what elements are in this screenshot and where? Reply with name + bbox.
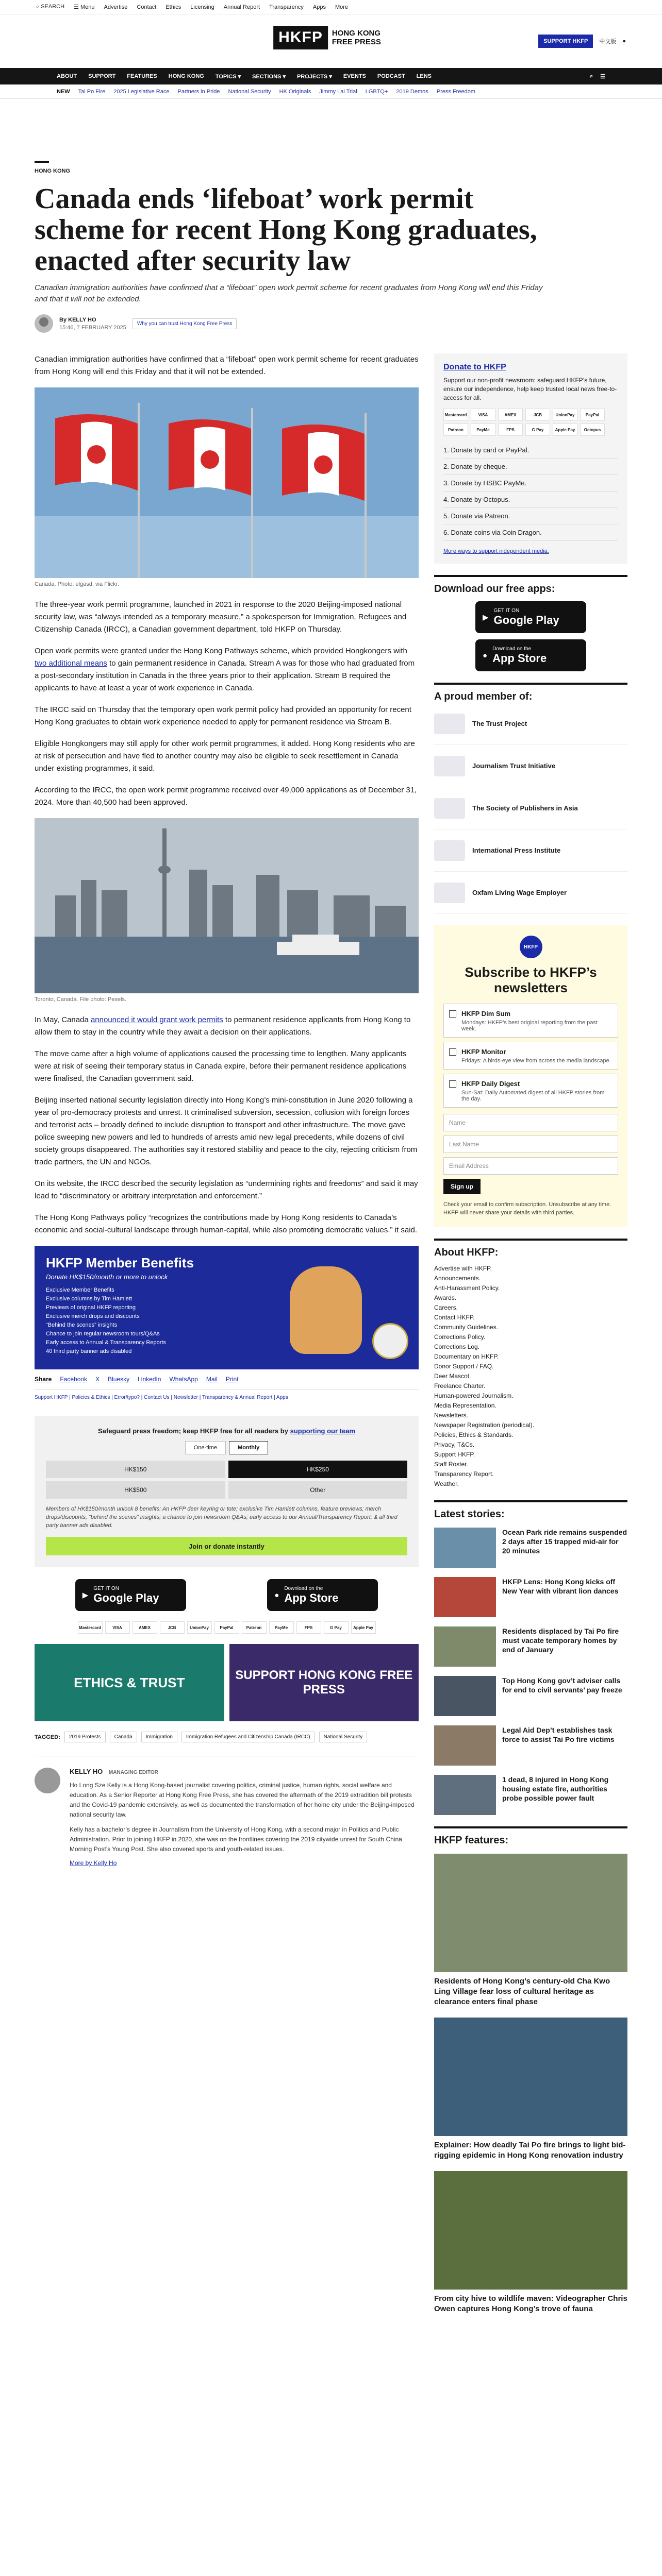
article-header — [35, 161, 627, 333]
support-hkfp-button[interactable]: SUPPORT HKFP — [538, 35, 593, 48]
payment-methods — [443, 409, 618, 436]
article-title: Canada ends ‘lifeboat’ work permit scheme for recent Hong Kong graduates, enacted after security law — [35, 183, 537, 277]
paragraph: Beijing inserted national security legislation directly into Hong Kong’s mini-constitution in June 2020 following a year of pro-democracy protests and unrest. It criminalised subversion, secession, collusion with foreign forces and terrorist acts – broadly defined to include disruption to transport and other infrastructure. The move gave police sweeping new powers and led to hundreds of arrests amid new legal precedents, while dozens of civil society groups disappeared. The authorities say it restored stability and peace to the city, rejecting criticism from trade partners, the UN and NGOs. — [35, 1096, 418, 1166]
author-avatar[interactable] — [35, 314, 53, 333]
visa-icon: VISA — [105, 1621, 130, 1634]
main-nav — [0, 68, 662, 84]
annual-report-link[interactable]: Annual Report — [223, 4, 260, 10]
applepay-icon: Apple Pay — [351, 1621, 376, 1634]
newsletter-option[interactable]: HKFP Monitor Fridays: A birds-eye view from across the media landscape. — [443, 1042, 618, 1070]
story-thumbnail — [434, 1577, 496, 1617]
ten-year-badge-icon — [372, 1323, 408, 1359]
story-thumbnail — [434, 1676, 496, 1716]
last-name-field[interactable]: Last Name — [443, 1136, 618, 1153]
paragraph: The Hong Kong Pathways policy “recognizes the contributions made by Hong Kong residents to Canada’s economic and social-cultural landscape through human-capital, while also promoting democratic values.” it said. — [35, 1213, 418, 1234]
about-link[interactable]: Donor Support / FAQ. — [434, 1363, 494, 1370]
apple-icon: ● — [274, 1590, 279, 1600]
app-store-badge[interactable]: ● Download on the App Store — [475, 639, 586, 671]
unionpay-icon: UnionPay — [187, 1621, 212, 1634]
about-link[interactable]: Freelance Charter. — [434, 1382, 486, 1389]
benefit-item: Previews of original HKFP reporting — [46, 1304, 136, 1311]
section-rule — [35, 161, 49, 163]
site-logo[interactable] — [273, 26, 389, 49]
trending-link[interactable]: Tai Po Fire — [78, 88, 106, 95]
benefit-item: Chance to join regular newsroom tours/Q&As — [46, 1331, 160, 1337]
nav-item[interactable]: EVENTS — [343, 73, 366, 79]
donate-heading: Safeguard press freedom; keep HKFP free for all readers by supporting our team — [98, 1427, 355, 1435]
contact-link[interactable]: Contact — [137, 4, 157, 10]
donate-heading-link[interactable]: supporting our team — [290, 1427, 355, 1435]
checkbox[interactable] — [449, 1080, 456, 1088]
patreon-icon: Patreon — [242, 1621, 267, 1634]
about-link[interactable]: Corrections Policy. — [434, 1333, 486, 1341]
share-facebook[interactable]: Facebook — [60, 1376, 88, 1383]
jti-logo-icon — [434, 756, 465, 776]
about-link[interactable]: Transparency Report. — [434, 1470, 494, 1478]
checkbox[interactable] — [449, 1048, 456, 1056]
author-bio: Kelly has a bachelor’s degree in Journalism from the University of Hong Kong, with a second major in Politics and Public Administration. Prior to joining HKFP in 2020, she was on the frontlines covering the 2019 citywide unrest for South China Morning Post’s Young Post. She also covered sports and youth-related issues. — [70, 1826, 402, 1853]
author-name: By KELLY HO — [59, 316, 96, 323]
donate-title[interactable]: Donate to HKFP — [443, 363, 506, 371]
menu-icon[interactable]: ☰ — [600, 73, 605, 80]
more-link[interactable]: More — [335, 4, 349, 10]
about-link[interactable]: Deer Mascot. — [434, 1372, 471, 1380]
story-item[interactable]: Top Hong Kong gov’t adviser calls for end to civil servants’ pay freeze — [434, 1676, 627, 1716]
share-label: Share — [35, 1376, 52, 1383]
feature-image — [434, 1854, 627, 1972]
donate-option[interactable]: 6. Donate coins via Coin Dragon. — [443, 524, 618, 541]
octopus-icon: Octopus — [580, 423, 605, 436]
top-utility-bar — [0, 0, 662, 14]
member-jti[interactable]: Journalism Trust Initiative — [434, 745, 627, 787]
hkfp-logo-icon: HKFP — [520, 936, 542, 958]
payme-icon: PayMe — [269, 1621, 294, 1634]
author-box — [35, 1756, 419, 1867]
story-item[interactable]: Residents displaced by Tai Po fire must vacate temporary homes by end of January — [434, 1626, 627, 1667]
user-icon[interactable]: ● — [622, 38, 626, 44]
nav-item[interactable]: PROJECTS ▾ — [296, 73, 332, 80]
play-icon: ▶ — [82, 1591, 89, 1600]
donate-option[interactable]: 4. Donate by Octopus. — [443, 492, 618, 508]
oxfam-logo-icon — [434, 883, 465, 903]
features-title: HKFP features: — [434, 1835, 509, 1846]
about-link[interactable]: Human-powered Journalism. — [434, 1392, 514, 1399]
about-link[interactable]: Community Guidelines. — [434, 1324, 499, 1331]
about-title: About HKFP: — [434, 1247, 499, 1258]
newsletter-footnote: Check your email to confirm subscription. Unsubscribe at any time. HKFP will never share your details with third parties. — [443, 1201, 611, 1216]
about-section — [434, 1239, 627, 1489]
gpay-icon: G Pay — [324, 1621, 349, 1634]
about-link[interactable]: Privacy, T&Cs. — [434, 1441, 475, 1448]
patreon-icon: Patreon — [443, 423, 468, 436]
content-area — [35, 353, 627, 2576]
jcb-icon: JCB — [160, 1621, 185, 1634]
about-link[interactable]: Contact HKFP. — [434, 1314, 475, 1321]
transparency-link[interactable]: Transparency — [269, 4, 304, 10]
author-bio: Ho Long Sze Kelly is a Hong Kong-based journalist covering politics, criminal justice, human rights, social welfare and education. As a Senior Reporter at Hong Kong Free Press, she has covered the aftermath of the 2019 extradition bill protests and the Covid-19 pandemic extensively, as well as documented the transformation of her home city under the Beijing-imposed national security law. — [70, 1782, 415, 1818]
logo-words: HONG KONG FREE PRESS — [332, 29, 381, 46]
tab-monthly[interactable]: Monthly — [229, 1441, 268, 1454]
trending-link[interactable]: National Security — [228, 88, 271, 95]
donate-button[interactable]: Join or donate instantly — [46, 1537, 407, 1555]
about-link[interactable]: Policies, Ethics & Standards. — [434, 1431, 514, 1438]
latest-title: Latest stories: — [434, 1509, 505, 1520]
trending-link[interactable]: HK Originals — [279, 88, 311, 95]
sidebar — [434, 353, 627, 2325]
gpay-icon: G Pay — [525, 423, 550, 436]
paypal-icon: PayPal — [580, 409, 605, 421]
unionpay-icon: UnionPay — [553, 409, 577, 421]
donate-text: Support our non-profit newsroom: safeguard HKFP’s future, ensure our independence, help keep trusted local news free-to-access for all. — [443, 377, 617, 401]
share-x[interactable]: X — [95, 1376, 100, 1383]
search-link[interactable]: ⌕ SEARCH — [36, 4, 65, 10]
canada-flags-photo — [35, 387, 419, 578]
mastercard-icon: Mastercard — [443, 409, 468, 421]
tab-one-time[interactable]: One-time — [185, 1441, 226, 1454]
paragraph: The IRCC said on Thursday that the temporary open work permit policy had provided an opportunity for recent Hong Kong graduates to obtain work experience needed to apply for permanent residence via Stream B. — [35, 705, 411, 726]
article-body — [35, 353, 419, 1867]
newsletter-title: Subscribe to HKFP’s newsletters — [465, 964, 597, 995]
site-header — [0, 14, 662, 68]
nav-item[interactable]: TOPICS ▾ — [215, 73, 241, 80]
feature-image — [434, 2171, 627, 2290]
about-link[interactable]: Documentary on HKFP. — [434, 1353, 499, 1360]
tags-label: TAGGED: — [35, 1734, 60, 1740]
paragraph: The move came after a high volume of applications caused the processing time to lengthen. Many applicants were at risk of seeing their temporary status in Canada expire, before their permanent residence applications were finalised, the Canadian government said. — [35, 1049, 407, 1083]
tag[interactable]: Immigration — [141, 1732, 177, 1742]
fps-icon: FPS — [296, 1621, 321, 1634]
story-thumbnail — [434, 1725, 496, 1766]
author-box-name[interactable]: KELLY HO — [70, 1768, 103, 1775]
about-link[interactable]: Weather. — [434, 1480, 459, 1487]
about-link[interactable]: Media Representation. — [434, 1402, 496, 1409]
email-field[interactable]: Email Address — [443, 1157, 618, 1175]
sopa-logo-icon — [434, 798, 465, 819]
nav-item[interactable]: HONG KONG — [168, 73, 204, 79]
photo-caption: Toronto, Canada. File photo: Pexels. — [35, 996, 126, 1003]
apps-title: Download our free apps: — [434, 583, 555, 595]
trending-label: NEW — [57, 88, 70, 95]
payme-icon: PayMe — [471, 423, 495, 436]
newsletter-option[interactable]: HKFP Daily Digest Sun-Sat: Daily Automated digest of all HKFP stories from the day. — [443, 1074, 618, 1108]
banner-subtitle: Donate HK$150/month or more to unlock — [46, 1273, 168, 1281]
share-bluesky[interactable]: Bluesky — [108, 1376, 130, 1383]
apps-link[interactable]: Apps — [312, 4, 326, 10]
inline-link[interactable]: announced it would grant work permits — [90, 1015, 223, 1024]
story-item[interactable]: Legal Aid Dep’t establishes task force to assist Tai Po fire victims — [434, 1725, 627, 1766]
donate-option[interactable]: 3. Donate by HSBC PayMe. — [443, 475, 618, 492]
publish-date: 15:46, 7 FEBRUARY 2025 — [59, 324, 126, 331]
paragraph: In May, Canada announced it would grant work permits to permanent residence applicants from Hong Kong to allow them to stay in the country while they await a decision on their applications. — [35, 1015, 411, 1037]
member-oxfam[interactable]: Oxfam Living Wage Employer — [434, 872, 627, 914]
story-thumbnail — [434, 1626, 496, 1667]
trending-link[interactable]: 2025 Legislative Race — [113, 88, 170, 95]
donate-option[interactable]: 1. Donate by card or PayPal. — [443, 442, 618, 459]
advertise-link[interactable]: Advertise — [104, 4, 128, 10]
share-print[interactable]: Print — [225, 1376, 239, 1383]
amount-option[interactable]: HK$150 — [46, 1461, 225, 1478]
amex-icon: AMEX — [133, 1621, 157, 1634]
visa-icon: VISA — [471, 409, 495, 421]
inline-link[interactable]: two additional means — [35, 659, 107, 668]
latest-stories — [434, 1500, 627, 1815]
trust-promo-link[interactable]: Why you can trust Hong Kong Free Press — [133, 318, 237, 329]
toronto-skyline-photo — [35, 818, 419, 993]
about-link[interactable]: Awards. — [434, 1294, 457, 1301]
app-store-badge[interactable]: ● Download on the App Store — [267, 1579, 378, 1611]
benefit-item: Exclusive columns by Tim Hamlett — [46, 1296, 132, 1302]
deer-mascot-icon — [290, 1266, 362, 1354]
trending-link[interactable]: Press Freedom — [436, 88, 475, 95]
nav-item[interactable]: SECTIONS ▾ — [252, 73, 286, 80]
article-category[interactable]: HONG KONG — [35, 168, 71, 174]
newsletter-option[interactable]: HKFP Dim Sum Mondays: HKFP’s best original reporting from the past week. — [443, 1004, 618, 1038]
story-item[interactable]: Ocean Park ride remains suspended 2 days after 15 trapped mid-air for 20 minutes — [434, 1528, 627, 1568]
play-icon: ▶ — [483, 613, 489, 622]
support-hkfp-banner[interactable]: SUPPORT HONG KONG FREE PRESS — [229, 1644, 419, 1721]
story-thumbnail — [434, 1775, 496, 1815]
payment-methods — [35, 1621, 419, 1634]
donate-option[interactable]: 2. Donate by cheque. — [443, 459, 618, 475]
about-link[interactable]: Advertise with HKFP. — [434, 1265, 492, 1272]
author-photo[interactable] — [35, 1768, 60, 1793]
byline — [35, 314, 627, 333]
benefit-item: Exclusive merch drops and discounts — [46, 1313, 140, 1319]
share-mail[interactable]: Mail — [206, 1376, 218, 1383]
support-links[interactable]: Support HKFP | Policies & Ethics | Error/typo? | Contact Us | Newsletter | Transparency & Annual Report | Apps — [35, 1395, 288, 1400]
about-link[interactable]: Newspaper Registration (periodical). — [434, 1421, 535, 1429]
story-thumbnail — [434, 1528, 496, 1568]
author-role: MANAGING EDITOR — [108, 1770, 158, 1775]
about-link[interactable]: Newsletters. — [434, 1412, 469, 1419]
donate-note: Members of HK$150/month unlock 8 benefits: An HKFP deer keyring or tote; exclusive Tim Hamlett columns, feature previews; merch drops/discounts, “behind the scenes” insights; a chance to join newsroom Q&As; early access to our Annual/Transparency Report; & all third party banner ads disabled. — [46, 1506, 398, 1529]
licensing-link[interactable]: Licensing — [190, 4, 214, 10]
benefit-item: “Behind the scenes” insights — [46, 1322, 118, 1328]
trending-link[interactable]: LGBTQ+ — [365, 88, 388, 95]
share-bar — [35, 1369, 419, 1389]
amount-option[interactable]: Other — [228, 1481, 408, 1499]
members-title: A proud member of: — [434, 691, 533, 702]
more-ways-link[interactable]: More ways to support independent media. — [443, 548, 549, 554]
name-field[interactable]: Name — [443, 1114, 618, 1131]
banner-title: HKFP Member Benefits — [46, 1255, 194, 1270]
donate-box — [434, 353, 627, 564]
paragraph: On its website, the IRCC described the security legislation as “undermining rights and freedoms” and said it may lead to “discriminatory or arbitrary interpretation and enforcement.” — [35, 1179, 418, 1200]
nav-item[interactable]: LENS — [416, 73, 432, 79]
ethics-link[interactable]: Ethics — [166, 4, 181, 10]
trust-project-logo-icon — [434, 714, 465, 734]
features-section — [434, 1826, 627, 2314]
paragraph: Eligible Hongkongers may still apply for other work permit programmes, it added. Hong Kong residents who are at risk of persecution and have fled to another country may also be eligible to seek resettlement in Canada under existing programmes, it said. — [35, 739, 415, 773]
trending-link[interactable]: 2019 Demos — [396, 88, 428, 95]
paragraph: The three-year work permit programme, launched in 2021 in response to the 2020 Beijing-imposed national security law, was “always intended as a temporary measure,” a spokesperson for Immigration, Refugees and Citizenship Canada (IRCC), a Canadian government department, told HKFP on Thursday. — [35, 600, 407, 634]
trending-link[interactable]: Partners in Pride — [177, 88, 220, 95]
about-link[interactable]: Support HKFP. — [434, 1451, 475, 1458]
feature-item[interactable]: From city hive to wildlife maven: Videographer Chris Owen captures Hong Kong’s trove of fauna — [434, 2171, 627, 2314]
member-sopa[interactable]: The Society of Publishers in Asia — [434, 787, 627, 829]
amount-option[interactable]: HK$250 — [228, 1461, 408, 1478]
tag[interactable]: Canada — [110, 1732, 137, 1742]
member-trust-project[interactable]: The Trust Project — [434, 703, 627, 745]
about-link[interactable]: Corrections Log. — [434, 1343, 480, 1350]
paragraph: Open work permits were granted under the Hong Kong Pathways scheme, which provided Hongkongers with two additional means to gain permanent residence in Canada. Stream A was for those who had graduated from a post-secondary institution in Canada in the three years prior to their application. Stream B required the applicants to have at least a year of work experience in Canada. — [35, 647, 415, 692]
benefit-item: Exclusive Member Benefits — [46, 1287, 114, 1293]
trending-link[interactable]: Jimmy Lai Trial — [319, 88, 357, 95]
feature-item[interactable]: Explainer: How deadly Tai Po fire brings to light bid-rigging epidemic in Hong Kong renovation industry — [434, 2018, 627, 2161]
applepay-icon: Apple Pay — [553, 423, 577, 436]
logo-mark: HKFP — [273, 26, 328, 49]
amount-option[interactable]: HK$500 — [46, 1481, 225, 1499]
share-linkedin[interactable]: LinkedIn — [138, 1376, 161, 1383]
paragraph: Canadian immigration authorities have confirmed that a “lifeboat” open work permit scheme for recent graduates from Hong Kong will end this Friday and that it will not be extended. — [35, 355, 419, 376]
tag[interactable]: Immigration Refugees and Citizenship Canada (IRCC) — [181, 1732, 315, 1742]
article-lede: Canadian immigration authorities have confirmed that a “lifeboat” open work permit scheme for recent graduates from Hong Kong will end this Friday and that it will not be extended. — [35, 283, 543, 303]
chinese-link[interactable]: 中文版 — [599, 39, 617, 45]
nav-item[interactable]: FEATURES — [127, 73, 157, 79]
about-link[interactable]: Careers. — [434, 1304, 458, 1311]
story-item[interactable]: HKFP Lens: Hong Kong kicks off New Year with vibrant lion dances — [434, 1577, 627, 1617]
jcb-icon: JCB — [525, 409, 550, 421]
apple-icon: ● — [483, 651, 488, 660]
benefit-item: 40 third party banner ads disabled — [46, 1348, 132, 1354]
about-link[interactable]: Announcements. — [434, 1275, 481, 1282]
tag-list — [35, 1732, 419, 1742]
search-icon[interactable]: ⌕ — [589, 73, 593, 79]
trending-bar — [0, 84, 662, 99]
mastercard-icon: Mastercard — [78, 1621, 103, 1634]
story-item[interactable]: 1 dead, 8 injured in Hong Kong housing estate fire, authorities probe possible power fault — [434, 1775, 627, 1815]
feature-item[interactable]: Residents of Hong Kong’s century-old Cha Kwo Ling Village fear loss of cultural heritage as clearance enters final phase — [434, 1854, 627, 2007]
checkbox[interactable] — [449, 1010, 456, 1018]
paragraph: According to the IRCC, the open work permit programme received over 49,000 applications as of December 31, 2024. More than 40,500 had been approved. — [35, 786, 417, 807]
member-benefits-banner[interactable] — [35, 1246, 419, 1369]
ethics-trust-banner[interactable]: ETHICS & TRUST — [35, 1644, 224, 1721]
google-play-badge[interactable]: ▶ GET IT ON Google Play — [75, 1579, 186, 1611]
share-whatsapp[interactable]: WhatsApp — [169, 1376, 198, 1383]
paypal-icon: PayPal — [214, 1621, 239, 1634]
fps-icon: FPS — [498, 423, 523, 436]
apps-section — [434, 575, 627, 671]
donate-option[interactable]: 5. Donate via Patreon. — [443, 508, 618, 524]
nav-item[interactable]: PODCAST — [377, 73, 405, 79]
donate-widget — [35, 1416, 419, 1567]
signup-button[interactable]: Sign up — [443, 1179, 481, 1194]
nav-item[interactable]: ABOUT — [57, 73, 77, 79]
photo-caption: Canada. Photo: elgasd, via Flickr. — [35, 581, 119, 587]
amex-icon: AMEX — [498, 409, 523, 421]
ipi-logo-icon — [434, 840, 465, 861]
feature-image — [434, 2018, 627, 2136]
newsletter-signup — [434, 925, 627, 1227]
nav-item[interactable]: SUPPORT — [88, 73, 116, 79]
member-ipi[interactable]: International Press Institute — [434, 829, 627, 872]
about-link[interactable]: Anti-Harassment Policy. — [434, 1284, 500, 1292]
about-link[interactable]: Staff Roster. — [434, 1461, 468, 1468]
members-section — [434, 683, 627, 914]
menu-link[interactable]: ☰ Menu — [74, 4, 95, 10]
tag[interactable]: 2019 Protests — [64, 1732, 106, 1742]
more-by-author-link[interactable]: More by Kelly Ho — [70, 1859, 117, 1867]
benefit-item: Early access to Annual & Transparency Reports — [46, 1340, 166, 1346]
tag[interactable]: National Security — [319, 1732, 368, 1742]
google-play-badge[interactable]: ▶ GET IT ON Google Play — [475, 601, 586, 633]
